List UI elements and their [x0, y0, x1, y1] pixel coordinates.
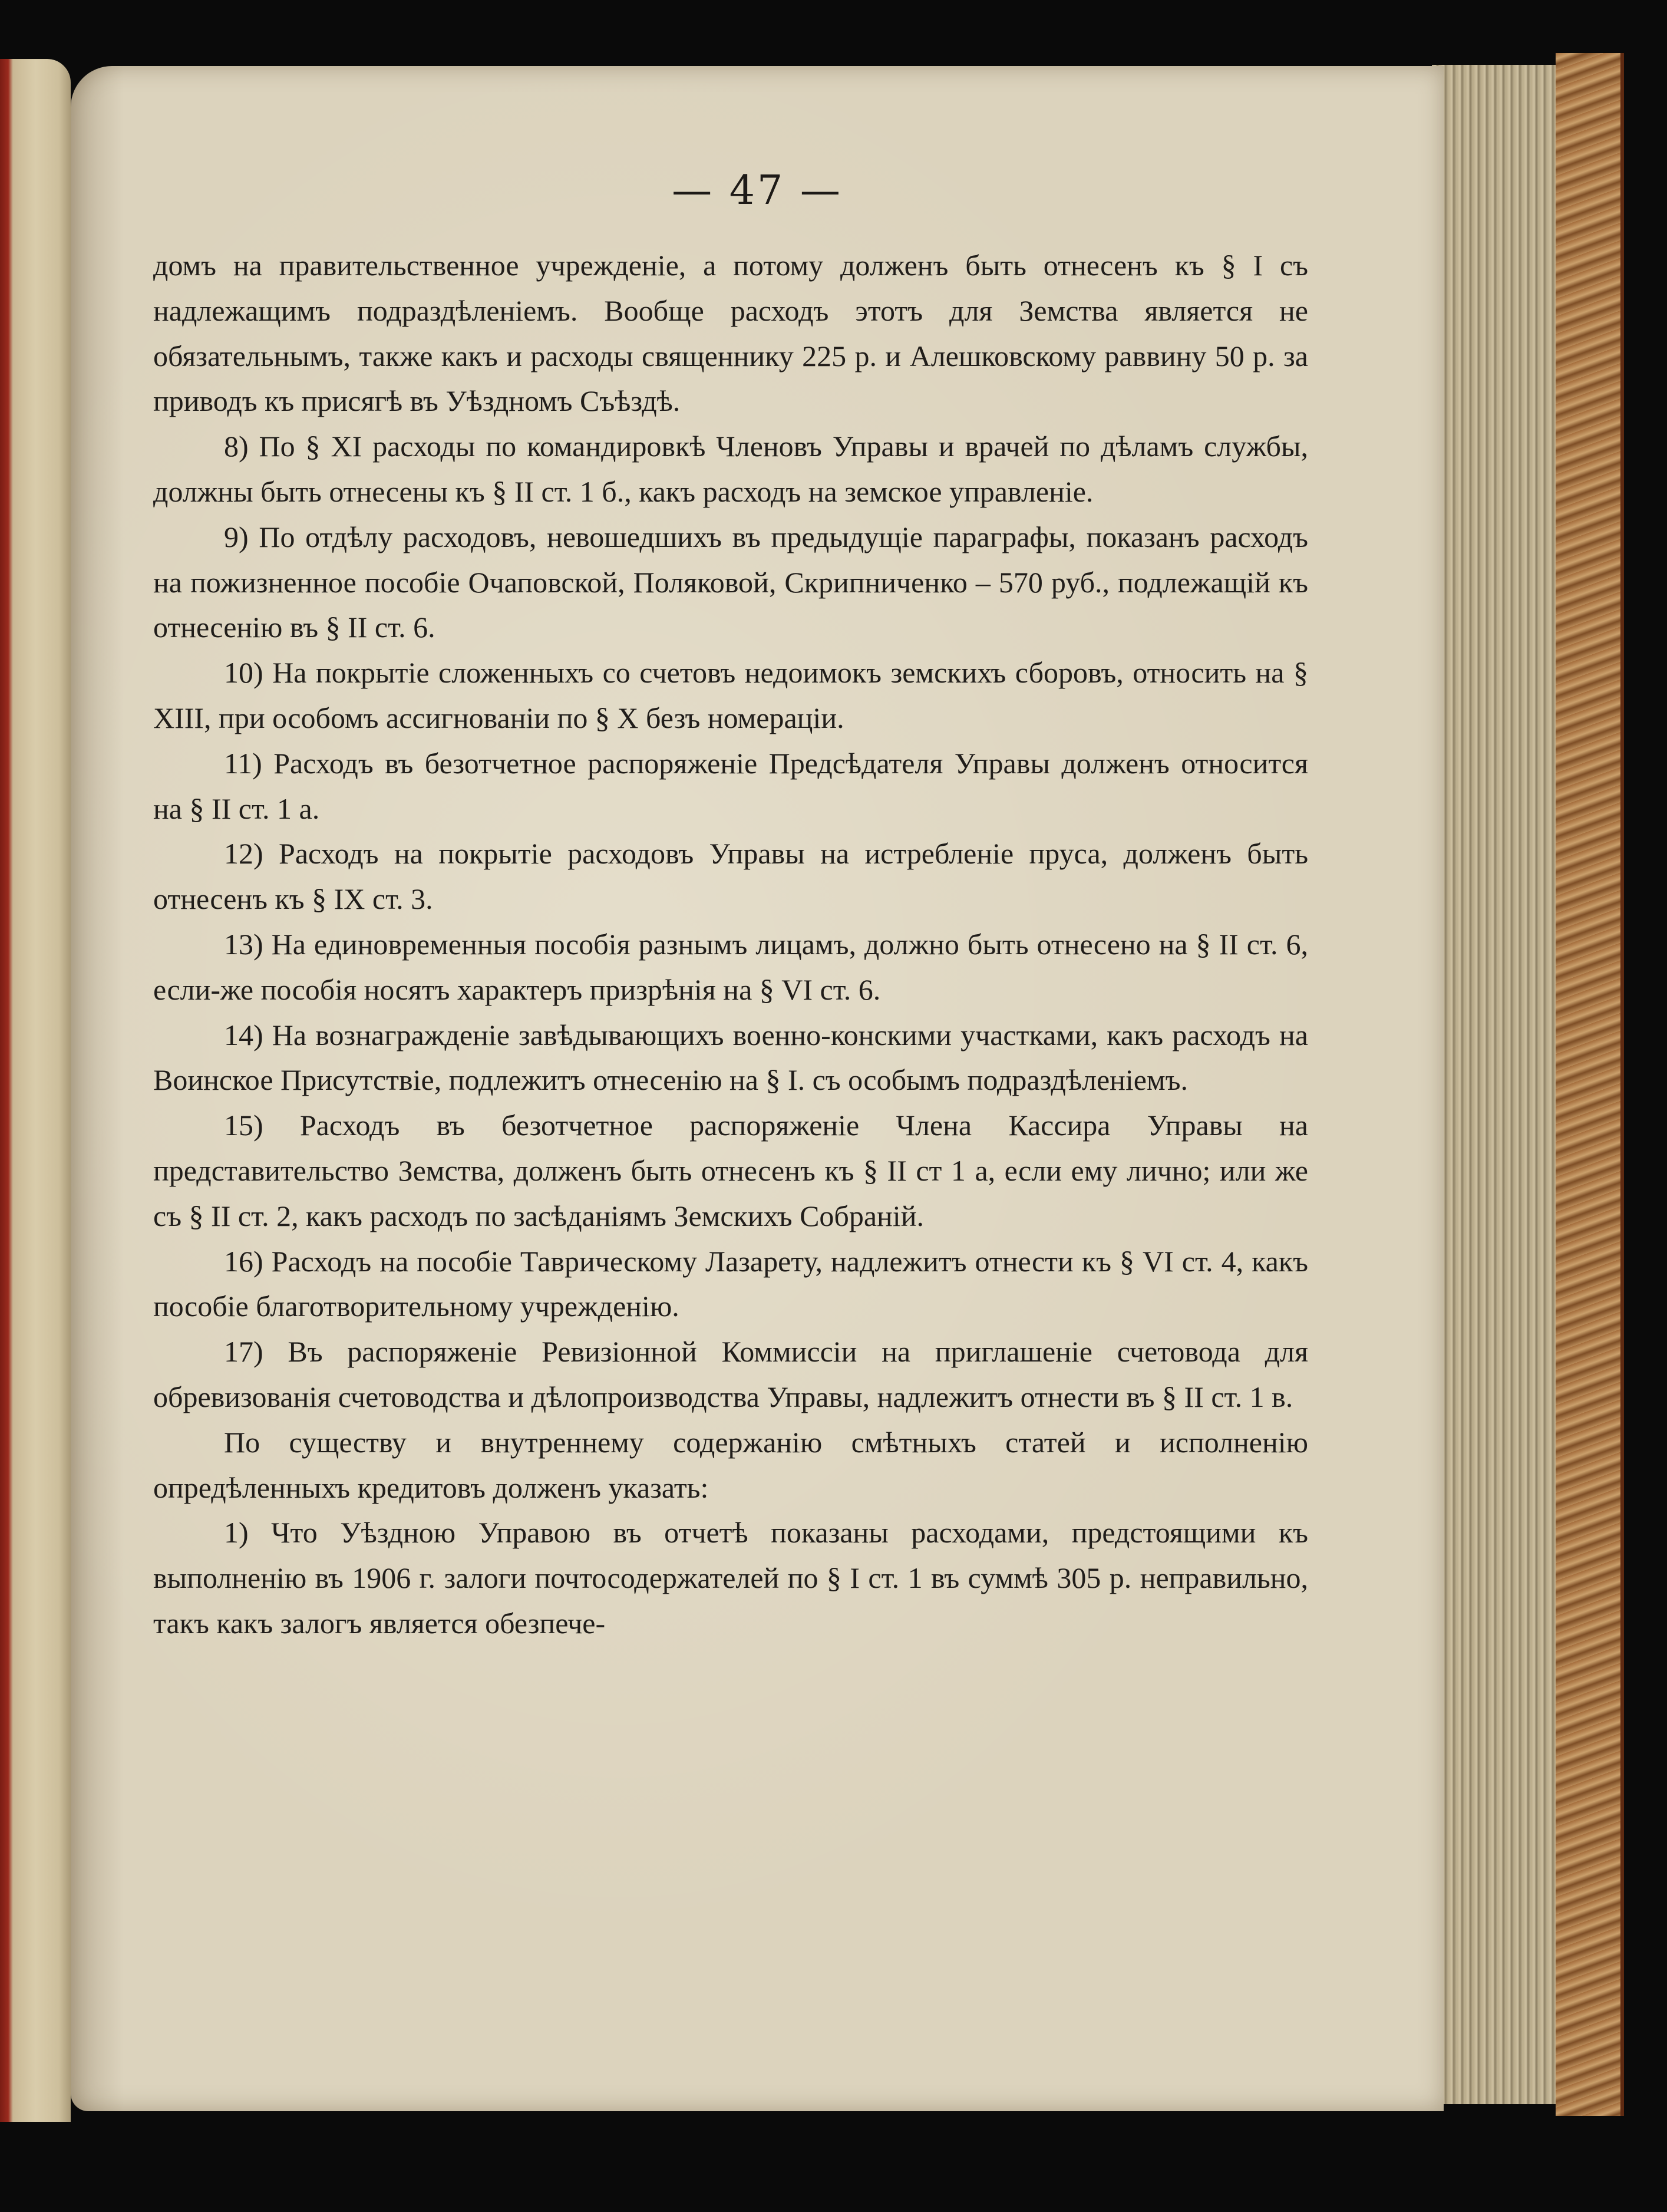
- paragraph-continuation: домъ на правительственное учрежденіе, а потому долженъ быть отнесенъ къ § I съ надлежащимъ подраздѣленіемъ. Вообще расходъ этотъ для Земства является не обязательнымъ, также какъ и расходы священнику 225 р. и Алешковскому раввину 50 р. за приводъ къ присягѣ въ Уѣздномъ Съѣздѣ.: [153, 249, 1308, 418]
- paragraph-item-16: 16) Расходъ на пособіе Таврическому Лазарету, надлежитъ отнести къ § VI ст. 4, какъ пособіе благотворительному учрежденію.: [153, 1244, 1308, 1323]
- paragraph-item-15: 15) Расходъ въ безотчетное распоряженіе Члена Кассира Управы на представительство Земства, долженъ быть отнесенъ къ § II ст 1 а, если ему лично; или же съ § II ст. 2, какъ расходъ по засѣданіямъ Земскихъ Собраній.: [153, 1109, 1308, 1232]
- page-stack-edge: [1432, 65, 1556, 2104]
- paragraph-summary-intro: По существу и внутреннему содержанію смѣтныхъ статей и исполненію опредѣленныхъ кредитовъ долженъ указать:: [153, 1425, 1308, 1504]
- paragraph-item-17: 17) Въ распоряженіе Ревизіонной Коммиссіи на приглашеніе счетовода для обревизованія счетоводства и дѣлопроизводства Управы, надлежитъ отнести въ § II ст. 1 в.: [153, 1335, 1308, 1413]
- paragraph-item-10: 10) На покрытіе сложенныхъ со счетовъ недоимокъ земскихъ сборовъ, относить на § XIII, при особомъ ассигнованіи по § X безъ номераціи.: [153, 656, 1308, 734]
- paragraph-finding-1: 1) Что Уѣздною Управою въ отчетѣ показаны расходами, предстоящими къ выполненію въ 1906 г. залоги почтосодержателей по § I ст. 1 въ суммѣ 305 р. неправильно, такъ какъ залогъ является обезпече-: [153, 1516, 1308, 1640]
- paragraph-item-13: 13) На единовременныя пособія разнымъ лицамъ, должно быть отнесено на § II ст. 6, если-же пособія носятъ характеръ призрѣнія на § VI ст. 6.: [153, 927, 1308, 1006]
- document-page: [71, 66, 1444, 2111]
- book-cover-edge: [1556, 53, 1624, 2116]
- paragraph-item-14: 14) На вознагражденіе завѣдывающихъ военно-конскими участками, какъ расходъ на Воинское Присутствіе, подлежитъ отнесенію на § I. съ особымъ подраздѣленіемъ.: [153, 1018, 1308, 1097]
- paragraph-item-9: 9) По отдѣлу расходовъ, невошедшихъ въ предыдущіе параграфы, показанъ расходъ на пожизненное пособіе Очаповской, Поляковой, Скрипниченко – 570 руб., подлежащій къ отнесенію въ § II ст. 6.: [153, 520, 1308, 644]
- paragraph-item-11: 11) Расходъ въ безотчетное распоряженіе Предсѣдателя Управы долженъ относится на § II ст. 1 а.: [153, 746, 1308, 825]
- page-number: — 47 —: [672, 167, 843, 214]
- facing-page-edge: [0, 59, 71, 2122]
- body-text: [153, 243, 1308, 1646]
- paragraph-item-8: 8) По § XI расходы по командировкѣ Членовъ Управы и врачей по дѣламъ службы, должны быть отнесены къ § II ст. 1 б., какъ расходъ на земское управленіе.: [153, 430, 1308, 508]
- paragraph-item-12: 12) Расходъ на покрытіе расходовъ Управы на истребленіе пруса, долженъ быть отнесенъ къ § IX ст. 3.: [153, 837, 1308, 916]
